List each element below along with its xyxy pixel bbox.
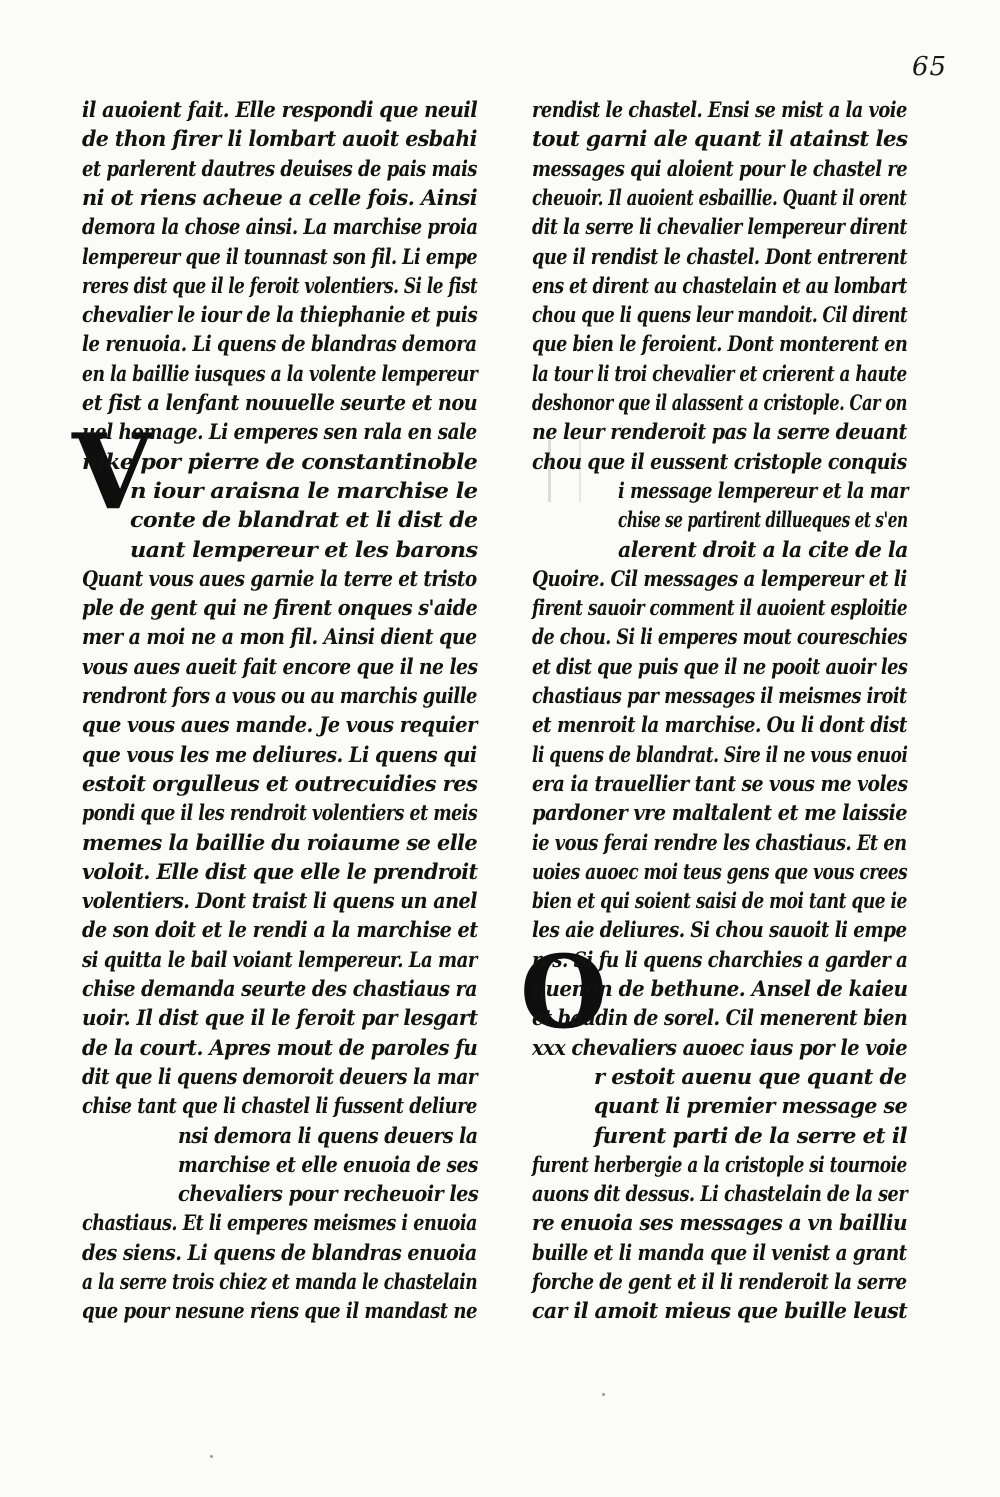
text-line: rendront fors a vous ou au marchis guille <box>82 683 477 708</box>
text-line: les aie deliures. Si chou sauoit li empe <box>532 917 907 943</box>
text-line: des siens. Li quens de blandras enuoia <box>82 1239 477 1265</box>
text-line: auons dit dessus. Li chastelain de la ser <box>532 1181 908 1207</box>
text-line: dit que li quens demoroit deuers la mar <box>82 1063 478 1089</box>
text-line: tout garni ale quant il atainst les <box>532 126 908 152</box>
text-line: et menroit la marchise. Ou li dont dist <box>532 712 907 738</box>
text-line: furent herbergie a la cristople si tournoie <box>532 1151 907 1177</box>
text-line: ie vous ferai rendre les chastiaus. Et en <box>532 829 907 855</box>
text-line: le renuoia. Li quens de blandras demora <box>82 331 477 357</box>
text-line: volentiers. Dont traist li quens un anel <box>82 888 477 914</box>
text-line: que vous les me deliures. Li quens qui <box>82 741 477 767</box>
text-line: re enuoia ses messages a vn bailliu <box>532 1210 907 1236</box>
text-line: deshonor que il alassent a cristople. Car on <box>532 390 907 415</box>
text-line: que bien le feroient. Dont monterent en <box>532 331 908 357</box>
text-line: si quitta le bail voiant lempereur. La mar <box>82 946 477 972</box>
text-line: Quoire. Cil messages a lempereur et li <box>532 565 907 591</box>
text-line: lempereur que il tounnast son fil. Li empe <box>82 243 478 269</box>
text-line: pondi que il les rendroit volentiers et meis <box>82 800 478 826</box>
text-line: uoir. Il dist que il le feroit par lesgart <box>82 1005 478 1031</box>
text-line: de thon firer li lombart auoit esbahi <box>82 126 477 152</box>
text-line: res. Si fu li quens charchies a garder a <box>532 946 908 972</box>
text-line: quenon de bethune. Ansel de kaieu <box>532 976 908 1001</box>
text-line: mer a moi ne a mon fil. Ainsi dient que <box>82 624 477 650</box>
text-line: era ia trauellier tant se vous me voles <box>532 770 908 796</box>
text-line: chise se partirent dillueques et s'en <box>618 507 908 533</box>
text-line: de chou. Si li emperes mout coureschies <box>532 624 907 650</box>
text-line: bien et qui soient saisi de moi tant que ie <box>532 888 907 914</box>
text-line: chevalier le iour de la thiephanie et puis <box>82 302 478 328</box>
text-line: cheuoir. Il auoient esbaillie. Quant il orent <box>532 184 907 210</box>
text-line: chevaliers pour recheuoir les <box>178 1181 479 1207</box>
text-line: chou que li quens leur mandoit. Cil dirent <box>532 302 908 328</box>
text-line: Quant vous aues garnie la terre et tristo <box>82 565 477 591</box>
decorated-initial-left: V <box>72 410 153 533</box>
text-line: et fist a lenfant nouuelle seurte et nou <box>82 390 478 415</box>
text-line: a la serre trois chiez et manda le chastelain <box>82 1269 478 1294</box>
text-line: voloit. Elle dist que elle le prendroit <box>82 858 478 884</box>
text-line: que pour nesune riens que il mandast ne <box>82 1298 477 1324</box>
text-line: chise tant que li chastel li fussent deliure <box>82 1093 477 1119</box>
text-line: et parlerent dautres deuises de pais mais <box>82 155 477 181</box>
text-line: ple de gent qui ne firent onques s'aide <box>82 595 478 621</box>
text-line: car il amoit mieus que buille leust <box>532 1298 908 1324</box>
text-line: conte de blandrat et li dist de <box>130 507 478 533</box>
text-line: demora la chose ainsi. La marchise proia <box>82 214 478 240</box>
text-line: messages qui aloient pour le chastel re <box>532 155 908 181</box>
text-line: memes la baillie du roiaume se elle <box>82 829 478 855</box>
text-line: ne leur renderoit pas la serre deuant <box>532 419 907 445</box>
text-line: reres dist que il le feroit volentiers. Si le fist <box>82 272 478 298</box>
text-line: rendist le chastel. Ensi se mist a la voie <box>532 97 907 122</box>
text-line: xxx chevaliers auoec iaus por le voie <box>532 1034 908 1060</box>
text-line: uant lempereur et les barons <box>130 536 478 562</box>
decorated-initial-right: O <box>520 933 608 1051</box>
text-line: marchise et elle enuoia de ses <box>178 1151 478 1177</box>
text-line: et dist que puis que il ne pooit auoir les <box>532 653 908 679</box>
text-line: ni ot riens acheue a celle fois. Ainsi <box>82 184 478 210</box>
text-line: estoit orgulleus et outrecuidies res <box>82 770 478 796</box>
text-line: nsi demora li quens deuers la <box>178 1122 478 1148</box>
text-line: buille et li manda que il venist a grant <box>532 1239 907 1265</box>
text-line: chise demanda seurte des chastiaus ra <box>82 976 477 1001</box>
text-line: et baudin de sorel. Cil menerent bien <box>532 1005 908 1031</box>
text-line: que vous aues mande. Je vous requier <box>82 712 477 738</box>
text-line: furent parti de la serre et il <box>594 1122 907 1148</box>
text-line: uoies auoec moi teus gens que vous crees <box>532 858 908 884</box>
text-line: nike por pierre de constantinoble <box>82 448 478 474</box>
text-line: vous aues aueit fait encore que il ne les <box>82 653 478 679</box>
text-line: n iour araisna le marchise le <box>130 477 478 503</box>
folio-number: 65 <box>912 52 948 82</box>
text-line: quant li premier message se <box>594 1093 908 1119</box>
text-line: ens et dirent au chastelain et au lombart <box>532 272 907 298</box>
text-line: pardoner vre maltalent et me laissie <box>532 800 908 826</box>
text-line: que il rendist le chastel. Dont entrerent <box>532 243 908 269</box>
text-line: chastiaus par messages il meismes iroit <box>532 683 907 708</box>
ink-speck <box>210 1455 213 1458</box>
text-line: en la baillie iusques a la volente lempereur <box>82 360 478 386</box>
text-line: il auoient fait. Elle respondi que neuil <box>82 97 478 122</box>
text-line: dit la serre li chevalier lempereur dirent <box>532 214 908 240</box>
text-line: forche de gent et il li renderoit la serre <box>532 1269 907 1294</box>
text-line: chastiaus. Et li emperes meismes i enuoia <box>82 1210 477 1236</box>
text-line: la tour li troi chevalier et crierent a haute <box>532 360 907 386</box>
text-line: alerent droit a la cite de la <box>618 536 908 562</box>
text-line: li quens de blandrat. Sire il ne vous enuoi <box>532 741 908 767</box>
text-line: chou que il eussent cristople conquis <box>532 448 907 474</box>
text-line: i message lempereur et la mar <box>618 477 908 503</box>
text-line: de la court. Apres mout de paroles fu <box>82 1034 478 1060</box>
text-line: firent sauoir comment il auoient esploitie <box>532 595 908 621</box>
ink-speck <box>602 1393 605 1396</box>
text-line: r estoit auenu que quant de <box>594 1063 907 1089</box>
text-line: uel homage. Li emperes sen rala en sale <box>82 419 477 445</box>
text-line: de son doit et le rendi a la marchise et <box>82 917 478 943</box>
